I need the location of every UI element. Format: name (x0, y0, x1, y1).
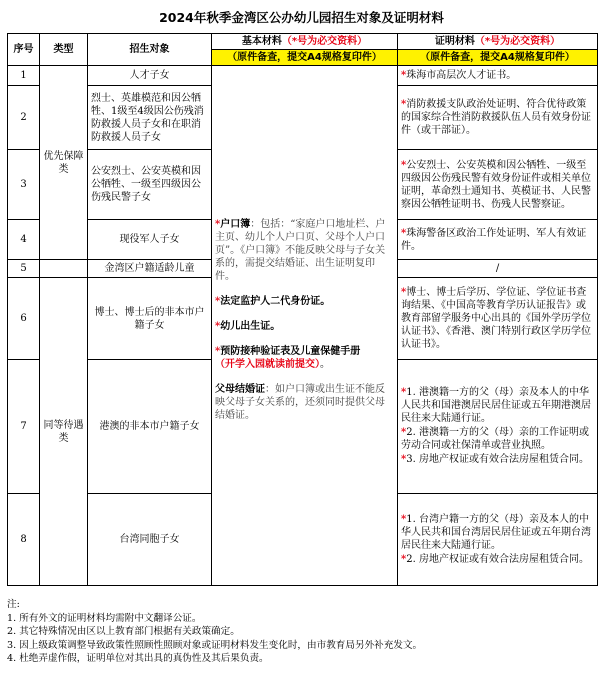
header-basic-note: （*号为必交资料） (281, 36, 368, 47)
hukou-star: * (215, 218, 221, 230)
row-target: 台湾同胞子女 (88, 494, 212, 586)
row-target: 现役军人子女 (88, 220, 212, 260)
required-star: * (401, 287, 407, 298)
required-star: * (401, 70, 407, 81)
row-proof (398, 150, 598, 220)
proof-text: *珠海市高层次人才证书。 (401, 70, 517, 81)
proof-text: *珠海警备区政治工作处证明、军人有效证件。 (401, 227, 587, 252)
row-target: 博士、博士后的非本市户籍子女 (88, 278, 212, 360)
required-star: * (401, 513, 407, 525)
note-item: 4. 杜绝弄虚作假，证明单位对其出具的真伪性及其后果负责。 (7, 653, 269, 664)
birth-star: * (215, 320, 221, 332)
note-item: 1. 所有外文的证明材料均需附中文翻译公证。 (7, 612, 202, 624)
header-basic (212, 34, 398, 50)
header-type: 类型 (40, 34, 88, 66)
type-priority: 优先保障类 (40, 66, 88, 260)
type-equal: 同等待遇类 (40, 278, 88, 586)
row-target: 公安烈士、公安英模和因公牺牲、一级至四级因公伤残民警子女 (88, 150, 212, 220)
marriage-text: ：如户口簿或出生证不能反映父母子女关系的，还须同时提供父母结婚证。 (215, 383, 385, 421)
header-target: 招生对象 (88, 34, 212, 66)
table-row (8, 66, 598, 86)
type-empty (40, 260, 88, 278)
header-proof (398, 34, 598, 50)
required-star: * (401, 427, 407, 438)
required-star: * (401, 159, 407, 171)
row-proof (398, 278, 598, 360)
row-target: 人才子女 (88, 66, 212, 86)
header-proof-label: 证明材料 (434, 36, 475, 47)
required-star: * (401, 227, 407, 239)
row-proof (398, 494, 598, 586)
note-item: 2. 其它特殊情况由区以上教育部门根据有关政策确定。 (7, 626, 240, 637)
guardian-star: * (215, 295, 221, 307)
header-basic-label: 基本材料 (241, 36, 282, 47)
hukou-label: 户口簿 (220, 218, 251, 230)
row-proof (398, 260, 598, 278)
admission-table (7, 33, 598, 586)
header-proof-note: （*号为必交资料） (474, 36, 561, 47)
required-star: * (401, 387, 407, 398)
row-seq: 1 (8, 66, 40, 86)
hukou-text: ：包括：“家庭户口地址栏、户主页、幼儿个人户口页、父母个人户口页”。《户口簿》不能反映父母与子女关系的，需提交结婚证、出生证明复印件。 (215, 218, 386, 282)
row-seq: 8 (8, 494, 40, 586)
vacc-note: （开学入园就读前提交） (215, 358, 320, 370)
proof-item: *2. 港澳籍一方的父（母）亲的工作证明或劳动合同或社保清单或营业执照。 (401, 427, 589, 451)
proof-item: *3. 房地产权证或有效合法房屋租赁合同。 (401, 454, 589, 465)
page-title: 2024年秋季金湾区公办幼儿园招生对象及证明材料 (159, 10, 444, 25)
row-seq: 4 (8, 220, 40, 260)
row-seq: 6 (8, 278, 40, 360)
vacc-star: * (215, 345, 221, 357)
proof-text: / (495, 263, 500, 274)
row-target: 港澳的非本市户籍子女 (88, 360, 212, 494)
notes (7, 598, 597, 666)
proof-item: *1. 台湾户籍一方的父（母）亲及本人的中华人民共和国台湾居民居住证或五年期台湾居民往来大陆通行证。 (401, 513, 591, 551)
proof-item: *2. 房地产权证或有效合法房屋租赁合同。 (401, 553, 589, 565)
vacc-end: 。 (320, 358, 330, 370)
proof-item: *1. 港澳籍一方的父（母）亲及本人的中华人民共和国港澳居民居住证或五年期港澳居民往来大陆通行证。 (401, 387, 591, 424)
vacc-text: 预防接种验证表及儿童保健手册 (220, 345, 361, 357)
header-basic-sub: （原件备查，提交A4规格复印件） (212, 50, 398, 66)
guardian-text: 法定监护人二代身份证。 (220, 295, 331, 307)
note-item: 3. 因上级政策调整导致政策性照顾性照顾对象或证明材料发生变化时，由市教育局另外补充发文。 (7, 639, 423, 651)
header-seq: 序号 (8, 34, 40, 66)
row-seq: 2 (8, 86, 40, 150)
row-target: 烈士、英雄模范和因公牺牲、1级至4级因公伤残消防救援人员子女和在职消防救援人员子女 (88, 86, 212, 150)
row-proof (398, 220, 598, 260)
marriage-label: 父母结婚证 (215, 383, 265, 395)
row-seq: 7 (8, 360, 40, 494)
row-target: 金湾区户籍适龄儿童 (88, 260, 212, 278)
row-proof (398, 86, 598, 150)
header-row (8, 34, 598, 50)
birth-text: 幼儿出生证。 (220, 320, 281, 332)
proof-text: *公安烈士、公安英模和因公牺牲、一级至四级因公伤残民警有效身份证件或相关单位证明，革命烈士通知书、英模证书、人民警察因公牺牲证明书、伤残人民警察证。 (401, 159, 591, 210)
row-proof (398, 66, 598, 86)
required-star: * (401, 553, 407, 565)
row-proof (398, 360, 598, 494)
row-seq: 3 (8, 150, 40, 220)
proof-text: *消防救援支队政治处证明、符合优待政策的国家综合性消防救援队伍人员有效身份证件（或干部证）。 (401, 99, 591, 136)
required-star: * (401, 454, 407, 465)
basic-materials (212, 66, 398, 586)
required-star: * (401, 99, 407, 110)
header-proof-sub: （原件备查，提交A4规格复印件） (398, 50, 598, 66)
proof-text: *博士、博士后学历、学位证、学位证书查询结果、《中国高等教育学历认证报告》或教育部留学服务中心出具的《国外学历学位认证书》、《香港、澳门特别行政区学历学位认证书》。 (401, 287, 591, 350)
row-seq: 5 (8, 260, 40, 278)
note-heading: 注: (7, 599, 20, 610)
